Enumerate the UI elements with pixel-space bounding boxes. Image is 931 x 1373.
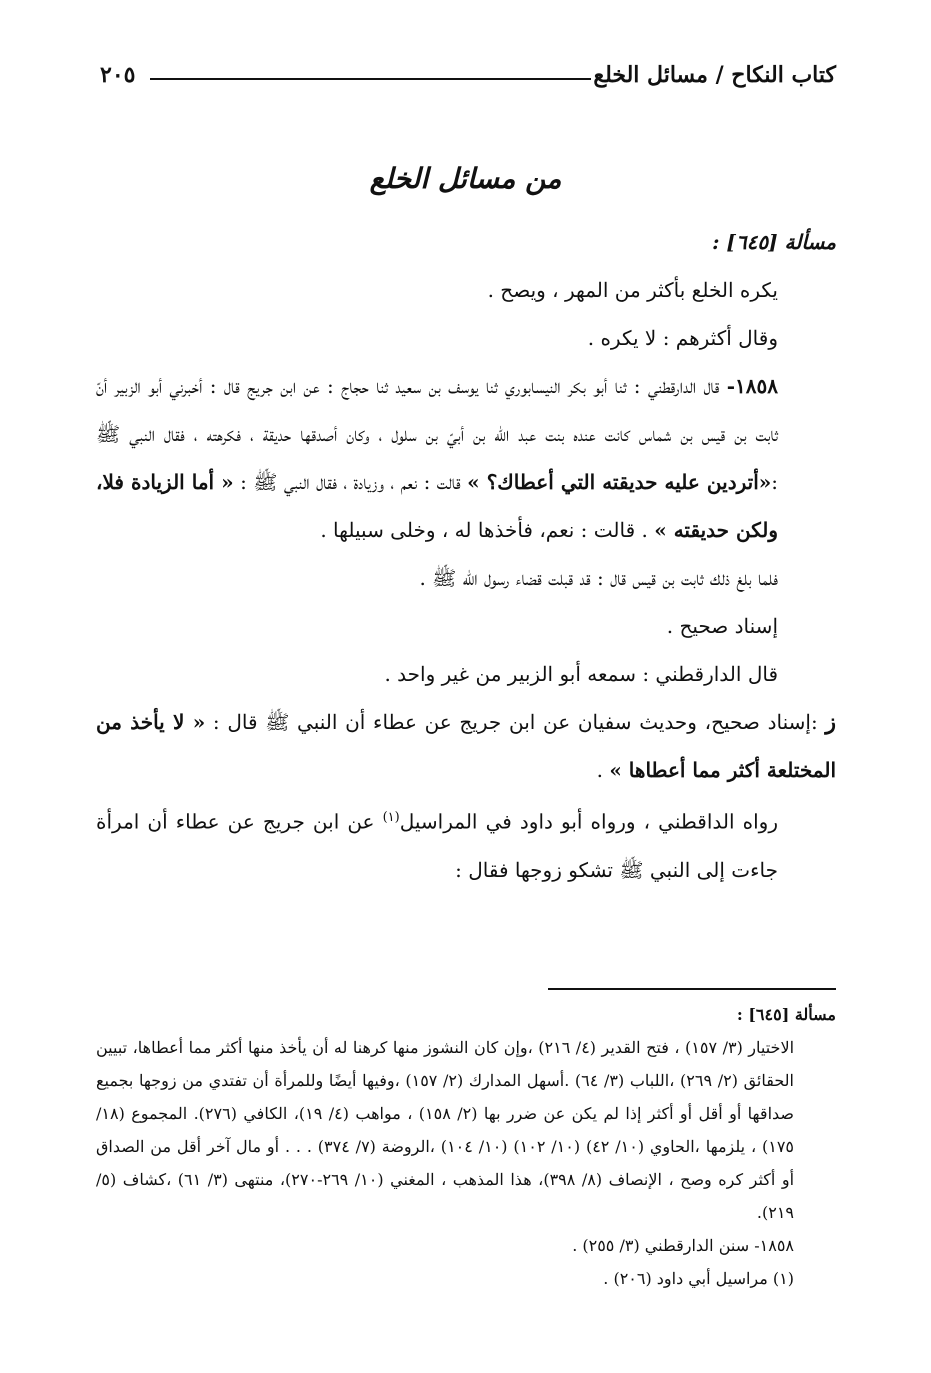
masala-label: مسألة [٦٤٥] : <box>712 230 836 254</box>
footnote-rule <box>548 988 836 990</box>
hadith-quote: «أتردين عليه حديقته التي أعطاك؟ » <box>467 470 772 494</box>
note-paragraph <box>96 698 836 794</box>
paragraph-text: عن ابن جريج عن عطاء أن امرأة جاءت إلى النبي ﷺ تشكو زوجها فقال : <box>96 809 778 882</box>
hadith-quote: « لا يأخذ من المختلعة أكثر مما أعطاها » <box>96 710 836 782</box>
hadith-text: قال الدارقطني : ثنا أبو بكر النيسابوري ثنا يوسف بن سعيد ثنا حجاج : عن ابن جريج قال : أخبرني أبو الزبير أنّ ثابت بن قيس بن شماس كانت عنده بنت عبد الله بن أبيّ بن سلول ، وكان أصدقها حديقة ، فكرهته ، فقال النبي ﷺ : <box>96 374 779 494</box>
paragraph <box>96 794 836 894</box>
paragraph-text: رواه الداقطني ، ورواه أبو داود في المراسيل <box>399 809 779 834</box>
running-header <box>100 62 836 96</box>
paragraph: يكره الخلع بأكثر من المهر ، ويصح . <box>487 278 778 302</box>
main-text <box>96 218 836 894</box>
hadith-quote: « أما الزيادة فلا، ولكن حديقته » <box>96 470 778 542</box>
footnote: الاختيار (٣/ ١٥٧) ، فتح القدير (٤/ ٢١٦) ،وإن كان النشوز منها كرهنا له أن يأخذ منها أكثر مما أعطاها، تبيين الحقائق (٢/ ٢٦٩) ،اللباب (٣/ ٦٤) .أسهل المدارك (٢/ ١٥٧) ،وفيها أيضًا وللمرأة أن تفتدي من زوجها بجميع صداقها أو أقل أو أكثر إذا لم يكن عن ضرر بها (٢/ ١٥٨) ، مواهب (٤/ ١٩)، الكافي (٢٧٦). المجموع (١٨/ ١٧٥) ، يلزمها ،الحاوي (١٠/ ٤٢) (١٠/ ١٠٢) (١٠/ ١٠٤) ،الروضة (٧/ ٣٧٤) . . . أو مال آخر أقل من الصداق أو أكثر كره وصح ، الإنصاف (٨/ ٣٩٨)، هذا المذهب ، المغني (١٠/ ٢٦٩-٢٧٠)، منتهى (٣/ ٦١) ،كشاف (٥/ ٢١٩). <box>96 1038 795 1222</box>
footnote: ١٨٥٨- سنن الدارقطني (٣/ ٢٥٥) . <box>572 1236 794 1255</box>
header-title: كتاب النكاح / مسائل الخلع <box>593 62 836 88</box>
paragraph: فلما بلغ ذلك ثابت بن قيس قال : قد قبلت قضاء رسول الله ﷺ . <box>419 566 778 590</box>
note-text: . <box>596 758 603 782</box>
note-mark: ز <box>825 709 836 735</box>
footnotes <box>96 998 836 1295</box>
footnote-label: مسألة [٦٤٥] : <box>736 1005 836 1024</box>
note-text: :إسناد صحيح، وحديث سفيان عن ابن جريج عن عطاء أن النبي ﷺ قال : <box>212 710 818 734</box>
footnote-reference: (١) <box>382 810 400 825</box>
hadith-number: ١٨٥٨- <box>726 374 779 398</box>
hadith-text: قالت : نعم ، وزيادة ، فقال النبي ﷺ : <box>240 470 461 494</box>
hadith-text: . قالت : نعم، فأخذها له ، وخلى سبيلها . <box>320 518 648 542</box>
footnote: (١) مراسيل أبي داود (٢٠٦) . <box>603 1269 794 1288</box>
paragraph: قال الدارقطني : سمعه أبو الزبير من غير واحد . <box>384 662 778 686</box>
paragraph: وقال أكثرهم : لا يكره . <box>587 326 778 350</box>
section-title: من مسائل الخلع <box>369 162 562 195</box>
paragraph: إسناد صحيح . <box>666 614 778 638</box>
page-number: ٢٠٥ <box>100 62 136 88</box>
hadith-paragraph <box>96 362 836 554</box>
header-rule <box>150 78 591 80</box>
